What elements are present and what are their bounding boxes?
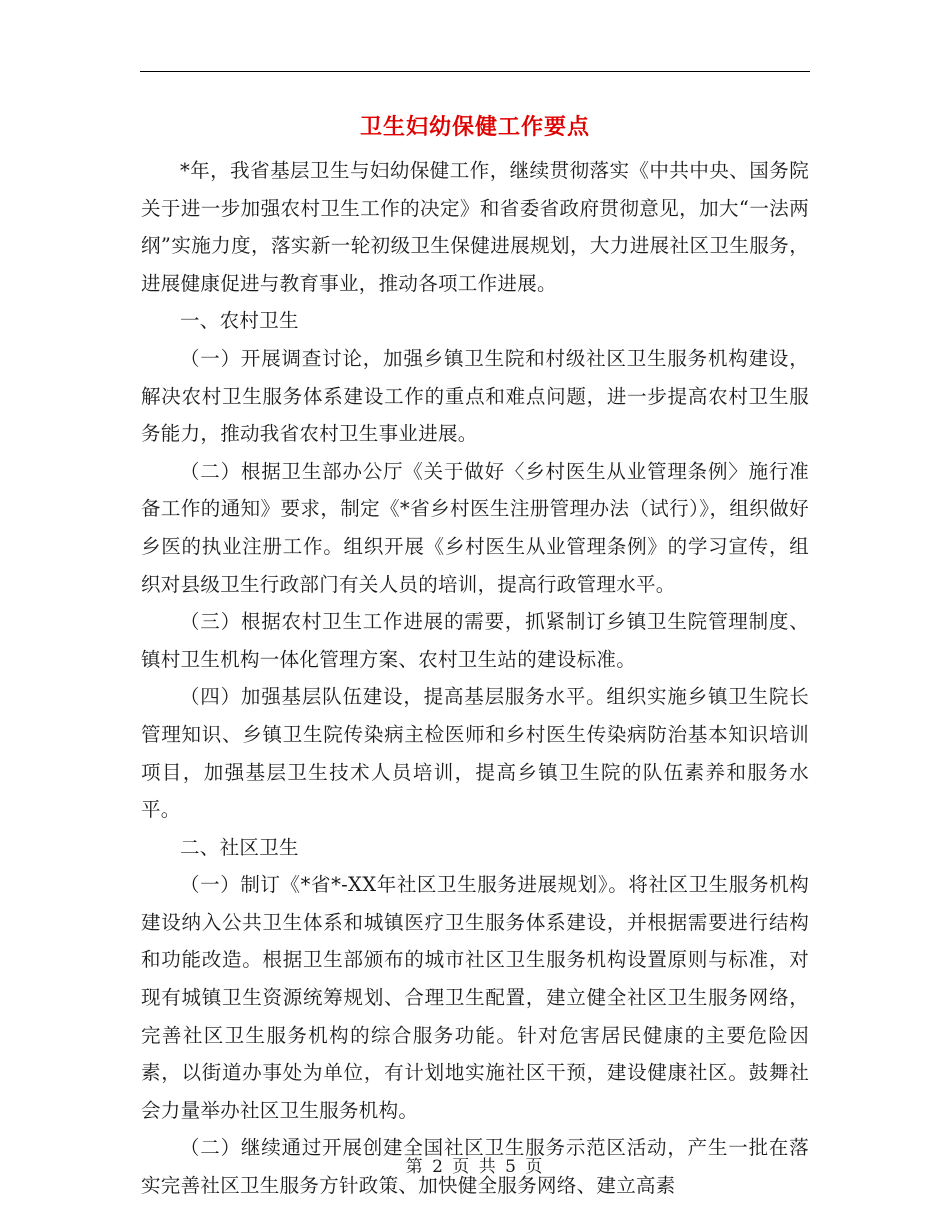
section-heading-community: 二、社区卫生	[180, 835, 299, 859]
paragraph-community-1: （一）制订《*省*-XX年社区卫生服务进展规划》。将社区卫生服务机构建设纳入公共卫生体系和城镇医疗卫生服务体系建设，并根据需要进行结构和功能改造。根据卫生部颁布的城市社区卫生服务机构设置原则与标准，对现有城镇卫生资源统筹规划、合理卫生配置，建立健全社区卫生服务网络，完善社区卫生服务机构的综合服务功能。针对危害居民健康的主要危险因素，以街道办事处为单位，有计划地实施社区干预，建设健康社区。鼓舞社会力量举办社区卫生服务机构。	[141, 873, 809, 1122]
header-rule	[140, 71, 810, 72]
paragraph-community-2: （二）继续通过开展创建全国社区卫生服务示范区活动，产生一批在落实完善社区卫生服务方针政策、加快健全服务网络、建立高素	[141, 1136, 809, 1198]
document-title: 卫生妇幼保健工作要点	[359, 114, 590, 140]
paragraph-rural-4: （四）加强基层队伍建设，提高基层服务水平。组织实施乡镇卫生院长管理知识、乡镇卫生院传染病主检医师和乡村医生传染病防治基本知识培训项目，加强基层卫生技术人员培训，提高乡镇卫生院的队伍素养和服务水平。	[141, 685, 809, 822]
section-heading-rural: 一、农村卫生	[180, 309, 299, 333]
document-body	[141, 152, 809, 1205]
page-footer: 第 2 页 共 5 页	[405, 1157, 545, 1177]
paragraph-rural-1: （一）开展调查讨论，加强乡镇卫生院和村级社区卫生服务机构建设，解决农村卫生服务体系建设工作的重点和难点问题，进一步提高农村卫生服务能力，推动我省农村卫生事业进展。	[141, 346, 809, 446]
paragraph-rural-2: （二）根据卫生部办公厅《关于做好〈乡村医生从业管理条例〉施行准备工作的通知》要求，制定《*省乡村医生注册管理办法（试行）》，组织做好乡医的执业注册工作。组织开展《乡村医生从业管理条例》的学习宣传，组织对县级卫生行政部门有关人员的培训，提高行政管理水平。	[141, 459, 809, 596]
paragraph-intro: *年，我省基层卫生与妇幼保健工作，继续贯彻落实《中共中央、国务院关于进一步加强农村卫生工作的决定》和省委省政府贯彻意见，加大“一法两纲”实施力度，落实新一轮初级卫生保健进展规划，大力进展社区卫生服务，进展健康促进与教育事业，推动各项工作进展。	[141, 159, 809, 295]
paragraph-rural-3: （三）根据农村卫生工作进展的需要，抓紧制订乡镇卫生院管理制度、镇村卫生机构一体化管理方案、农村卫生站的建设标准。	[141, 610, 809, 671]
